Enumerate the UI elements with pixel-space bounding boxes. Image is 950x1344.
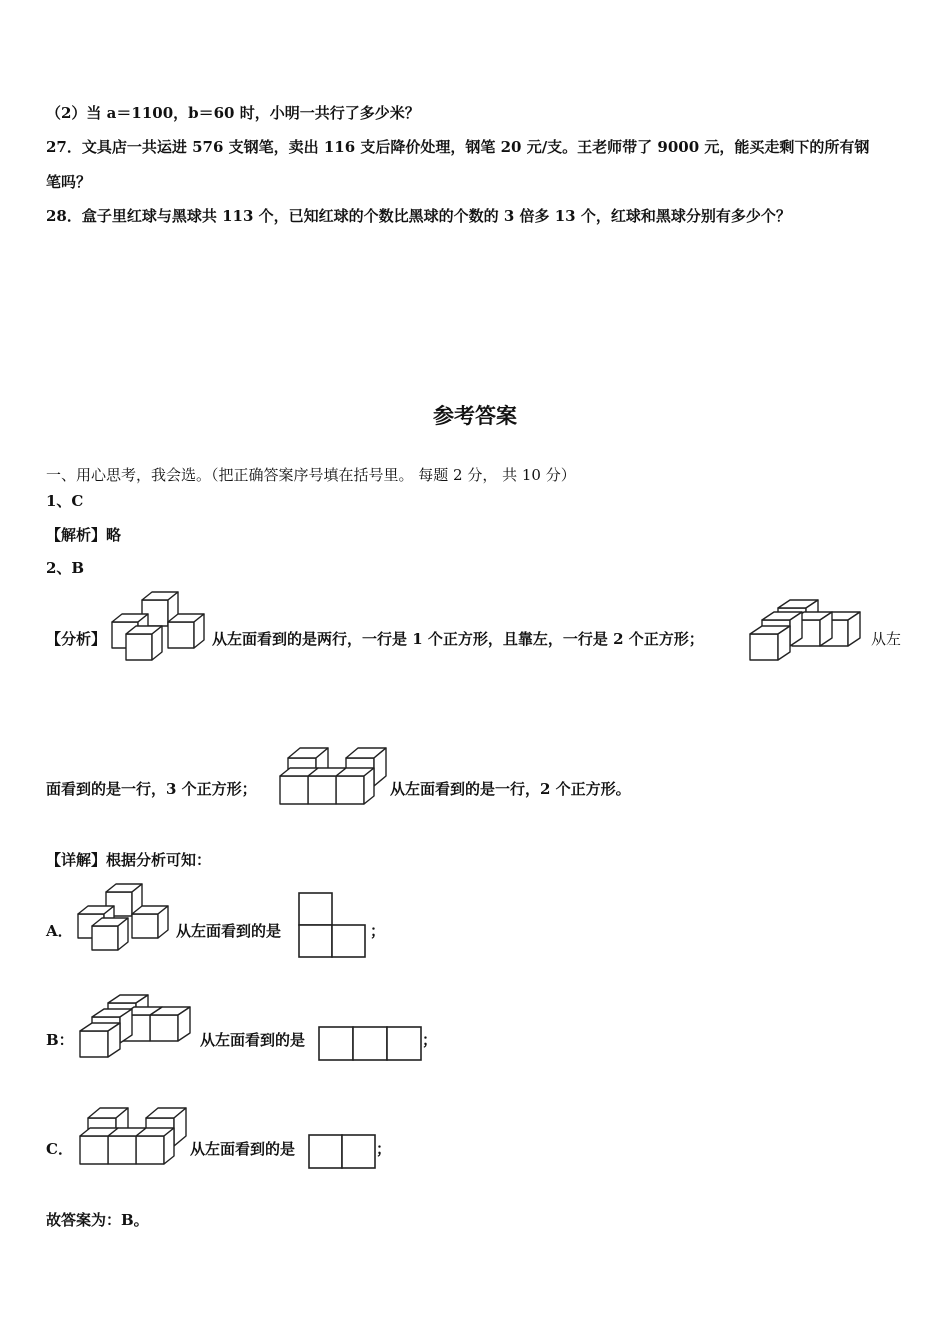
conclusion: 故答案为：B。: [46, 1211, 149, 1229]
option-b-text: 从左面看到的是: [200, 1031, 306, 1049]
option-b-figure: [78, 995, 194, 1061]
option-c-view: [308, 1134, 378, 1170]
detail-heading: 【详解】根据分析可知：: [46, 851, 212, 869]
cube-figure-b: [748, 598, 864, 662]
answer-1: 1、C: [46, 492, 84, 510]
option-a-figure: [78, 884, 174, 956]
cube-figure-c: [278, 746, 390, 812]
option-b-semicolon: ；: [422, 1031, 438, 1049]
option-a-text: 从左面看到的是: [176, 922, 282, 940]
question-27-line1: 27．文具店一共运进 576 支钢笔，卖出 116 支后降价处理，钢笔 20 元/支。王老师带了 9000 元，能买走剩下的所有钢: [46, 138, 870, 156]
option-a-label: A．: [46, 922, 73, 940]
analysis-tag: 【分析】: [46, 630, 107, 648]
analysis-text-1: 从左面看到的是两行，一行是 1 个正方形，且靠左，一行是 2 个正方形；: [212, 630, 704, 648]
section1-heading: 一、用心思考，我会选。（把正确答案序号填在括号里。 每题 2 分， 共 10 分）: [46, 466, 576, 484]
option-c-label: C．: [46, 1140, 73, 1158]
question-27-line2: 笔吗？: [46, 173, 92, 191]
option-b-view: [318, 1026, 422, 1062]
option-c-semicolon: ；: [376, 1140, 392, 1158]
option-c-text: 从左面看到的是: [190, 1140, 296, 1158]
question-26-part2: （2）当 a＝1100，b＝60 时，小明一共行了多少米？: [46, 104, 420, 122]
answer-1-analysis: 【解析】略: [46, 526, 122, 544]
analysis-text-3: 从左面看到的是一行，2 个正方形。: [390, 780, 631, 798]
analysis-text-2a: 从左: [871, 630, 902, 648]
answer-2: 2、B: [46, 559, 85, 577]
option-a-semicolon: ；: [370, 922, 386, 940]
option-a-view: [298, 892, 368, 958]
cube-figure-a: [112, 592, 208, 664]
answers-title: 参考答案: [433, 404, 517, 428]
option-c-figure: [78, 1106, 190, 1172]
question-28: 28．盒子里红球与黑球共 113 个，已知红球的个数比黑球的个数的 3 倍多 13 个，红球和黑球分别有多少个？: [46, 207, 791, 225]
analysis-text-2b: 面看到的是一行，3 个正方形；: [46, 780, 257, 798]
option-b-label: B：: [46, 1031, 74, 1049]
